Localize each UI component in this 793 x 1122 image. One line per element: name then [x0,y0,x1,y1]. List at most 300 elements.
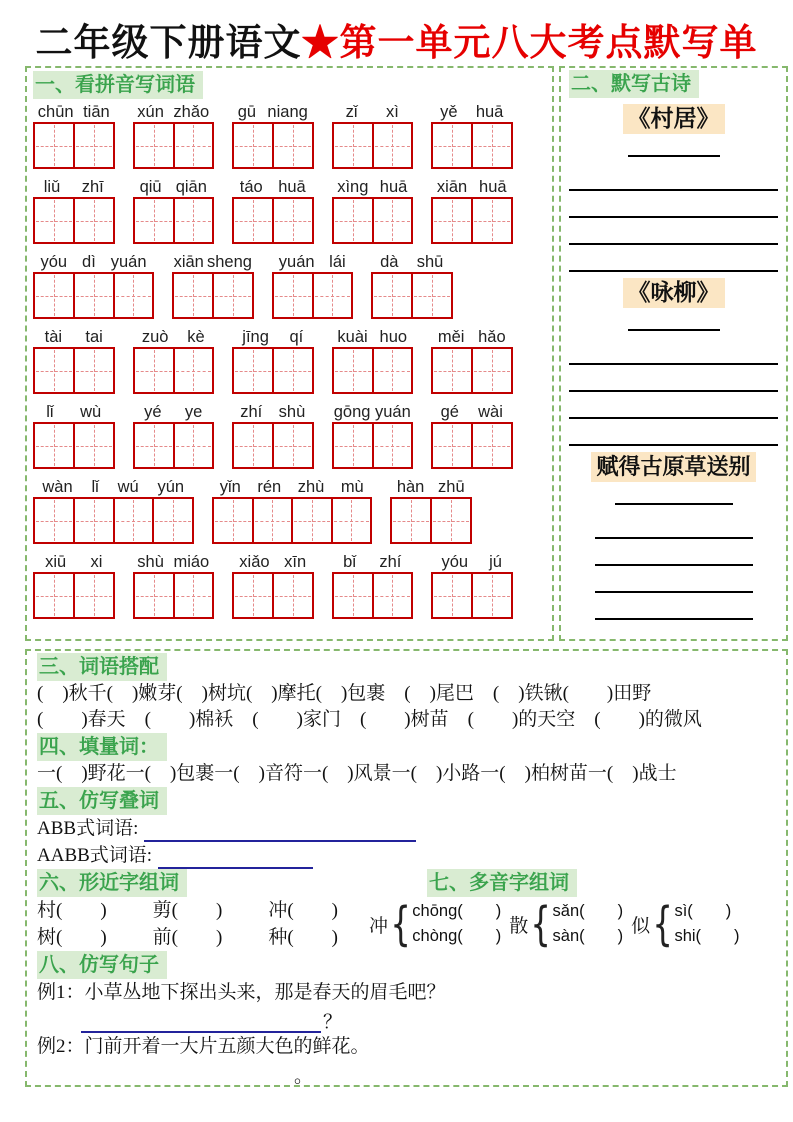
reading-bottom: chòng( ) [412,927,502,945]
cell-strip [33,122,115,169]
cell-strip [133,197,215,244]
pinyin-syllable: zhū [438,478,465,496]
pinyin-syllable: zhī [81,178,104,196]
cell-strip [332,422,414,469]
writing-cell[interactable] [272,272,314,319]
pinyin-syllable: zhù [297,478,325,496]
pinyin-group [332,174,414,244]
writing-cell[interactable] [75,272,115,319]
polyphonic-readings [553,899,624,949]
answer-end-punct: ？ [323,1012,343,1033]
poem-answer-line[interactable] [569,164,778,191]
s5-items [37,815,776,869]
brace-icon: { [652,897,674,951]
pinyin-syllable: huā [278,178,306,196]
pinyin-syllable: miáo [173,553,210,571]
writing-cell[interactable] [75,197,115,244]
similar-char-row [37,897,369,924]
s4-lines [37,761,776,787]
writing-cell[interactable] [254,497,294,544]
pinyin-syllable: gū [237,103,257,121]
poem-answer-line[interactable] [569,191,778,218]
cell-strip [371,272,453,319]
s6-rows [37,897,369,951]
pinyin-syllable: wú [117,478,139,496]
pinyin-syllable: bǐ [343,553,356,571]
pinyin-syllable: dì [82,253,96,271]
answer-underline[interactable] [81,1065,292,1087]
writing-cell[interactable] [390,497,432,544]
poems-panel [559,66,788,641]
author-answer-line[interactable] [628,143,720,157]
writing-cell[interactable] [115,272,155,319]
writing-cell[interactable] [33,272,75,319]
pinyin-group [33,99,115,169]
pinyin-syllable: yóu [441,553,469,571]
poem-title: 《村居》 [623,104,725,134]
s3-lines [37,681,776,733]
writing-cell[interactable] [33,497,75,544]
pinyin-syllable: shū [416,253,444,271]
pinyin-syllable: shù [137,553,164,571]
pinyin-label [232,399,314,422]
poem-answer-line[interactable] [569,218,778,245]
pinyin-label [33,324,115,347]
poem-answer-line[interactable] [569,338,778,365]
pinyin-label [431,174,513,197]
pinyin-label [431,324,513,347]
cell-strip [431,422,513,469]
section-7-heading: 七、多音字组词 [427,869,577,897]
pinyin-label [33,99,115,122]
similar-char-item: 树( ) [37,927,107,948]
pinyin-group [371,249,453,319]
writing-cell[interactable] [75,347,115,394]
pinyin-group [133,549,215,619]
writing-cell[interactable] [332,572,374,619]
page-title [0,12,793,66]
pinyin-group [232,324,314,394]
cell-strip [272,272,354,319]
pinyin-syllable: wài [478,403,503,421]
pinyin-syllable: zuò [141,328,169,346]
writing-cell[interactable] [133,572,175,619]
answer-underline[interactable] [158,847,313,869]
poem [569,452,778,620]
writing-cell[interactable] [274,347,314,394]
cell-strip [133,572,215,619]
writing-cell[interactable] [431,422,473,469]
section-5-heading: 五、仿写叠词 [37,787,167,815]
pinyin-group [133,99,215,169]
similar-char-item: 前( ) [152,927,223,948]
cell-strip [212,497,373,544]
poem-list [569,104,778,620]
pinyin-syllable: jú [489,553,502,571]
pinyin-syllable: huā [479,178,507,196]
pinyin-syllable: tài [44,328,63,346]
writing-cell[interactable] [133,122,175,169]
pinyin-syllable: gōng [333,403,371,421]
answer-end-punct: 。 [294,1066,314,1087]
pinyin-group [332,99,414,169]
polyphonic-group [631,899,739,949]
pinyin-group [332,324,414,394]
pinyin-group [232,99,314,169]
pinyin-group [431,99,513,169]
pinyin-syllable: qiū [139,178,162,196]
brace-icon: { [530,897,552,951]
writing-cell[interactable] [293,497,333,544]
reduplication-label: ABB式词语: [37,818,139,839]
polyphonic-group [509,899,623,949]
pinyin-syllable: xiū [45,553,67,571]
writing-cell[interactable] [431,122,473,169]
reduplication-label: AABB式词语: [37,845,153,866]
pinyin-label [371,249,453,272]
cell-strip [133,122,215,169]
writing-cell[interactable] [33,572,75,619]
pinyin-row [33,249,546,319]
pinyin-syllable: mù [340,478,364,496]
pinyin-row [33,399,546,469]
pinyin-group [133,399,215,469]
writing-cell[interactable] [332,197,374,244]
polyphonic-readings [412,899,501,949]
similar-char-item: 村( ) [37,900,107,921]
pinyin-syllable: gé [440,403,459,421]
pinyin-syllable: lǐ [46,403,54,421]
pinyin-label [212,474,373,497]
writing-cell[interactable] [175,572,215,619]
writing-cell[interactable] [473,347,513,394]
pinyin-syllable: yóu [40,253,68,271]
pinyin-group [232,549,314,619]
similar-char-item: 种( ) [268,927,338,948]
sections-6-7 [37,869,776,951]
pinyin-syllable: huā [475,103,504,121]
pinyin-syllable: hàn [396,478,425,496]
word-match-line: ( )秋千( )嫩芽( )树坑( )摩托( )包裹 ( )尾巴 ( )铁锹( )田野 [37,683,652,704]
reading-top: chōng( ) [412,902,502,920]
pinyin-group [332,399,414,469]
pinyin-label [431,99,513,122]
word-match-line: ( )春天 ( )棉袄 ( )家门 ( )树苗 ( )的天空 ( )的微风 [37,709,702,730]
writing-cell[interactable] [175,347,215,394]
answer-underline[interactable] [81,1011,321,1033]
pinyin-syllable: yǐn [219,478,241,496]
poem-title: 《咏柳》 [623,278,725,308]
pinyin-group [272,249,354,319]
similar-char-item: 冲( ) [268,900,338,921]
pinyin-row [33,549,546,619]
pinyin-syllable: xīn [284,553,307,571]
example-sentence [37,979,776,1006]
answer-underline[interactable] [144,820,416,842]
writing-cell[interactable] [115,497,155,544]
pinyin-syllable: huo [379,328,408,346]
writing-cell[interactable] [232,347,274,394]
pinyin-group [431,174,513,244]
measure-word-line: 一( )野花一( )包裹一( )音符一( )风景一( )小路一( )柏树苗一( )战士 [37,763,677,784]
pinyin-group [33,474,194,544]
writing-cell[interactable] [232,422,274,469]
writing-cell[interactable] [473,197,513,244]
writing-cell[interactable] [371,272,413,319]
pinyin-label [332,99,414,122]
writing-cell[interactable] [175,197,215,244]
poem-answer-line[interactable] [595,566,753,593]
reading-top: sì( ) [674,902,732,920]
reduplication-row [37,815,776,842]
polyphonic-readings [674,899,739,949]
pinyin-syllable: lǐ [91,478,99,496]
poem-answer-line[interactable] [569,419,778,446]
pinyin-label [33,249,154,272]
writing-cell[interactable] [431,197,473,244]
poem [569,104,778,272]
section-6-heading: 六、形近字组词 [37,869,187,897]
pinyin-syllable: yuán [110,253,147,271]
pinyin-syllable: yé [144,403,162,421]
pinyin-syllable: xiǎo [239,553,270,571]
cell-strip [33,272,154,319]
writing-cell[interactable] [175,122,215,169]
writing-cell[interactable] [473,122,513,169]
pinyin-group [33,399,115,469]
pinyin-syllable: sheng [206,253,252,271]
page-title-black: 二年级下册语文 [35,23,302,64]
writing-cell[interactable] [274,122,314,169]
poem-answer-line[interactable] [595,593,753,620]
cell-strip [33,422,115,469]
writing-cell[interactable] [333,497,373,544]
cell-strip [33,347,115,394]
pinyin-syllable: yuán [278,253,315,271]
writing-cell[interactable] [473,572,513,619]
cell-strip [390,497,472,544]
pinyin-syllable: tai [85,328,103,346]
writing-cell[interactable] [172,272,214,319]
writing-cell[interactable] [33,422,75,469]
writing-cell[interactable] [274,572,314,619]
similar-char-item: 剪( ) [152,900,223,921]
pinyin-syllable: xi [90,553,103,571]
writing-cell[interactable] [232,197,274,244]
pinyin-syllable: jīng [242,328,269,346]
pinyin-syllable: yuán [374,403,411,421]
pinyin-syllable: dà [380,253,399,271]
pinyin-label [332,549,414,572]
pinyin-syllable: ye [184,403,203,421]
writing-cell[interactable] [374,422,414,469]
pinyin-syllable: xì [385,103,399,121]
writing-cell[interactable] [374,122,414,169]
poem-answer-line[interactable] [569,245,778,272]
pinyin-label [431,549,513,572]
writing-cell[interactable] [332,347,374,394]
writing-cell[interactable] [374,347,414,394]
pinyin-label [232,99,314,122]
writing-cell[interactable] [33,122,75,169]
pinyin-label [33,399,115,422]
pinyin-label [332,324,414,347]
writing-cell[interactable] [154,497,194,544]
writing-cell[interactable] [33,197,75,244]
writing-cell[interactable] [374,572,414,619]
writing-cell[interactable] [473,422,513,469]
pinyin-group [332,549,414,619]
cell-strip [33,572,115,619]
section-1-heading: 一、看拼音写词语 [33,71,203,99]
pinyin-syllable: shù [278,403,306,421]
poem-answer-line[interactable] [569,365,778,392]
author-answer-line[interactable] [615,491,733,505]
writing-cell[interactable] [212,497,254,544]
cell-strip [172,272,254,319]
polyphonic-char: 似 [631,915,651,937]
example-text: 小草丛地下探出头来，那是春天的眉毛吧？ [84,982,446,1003]
pinyin-group [33,324,115,394]
pinyin-syllable: zhí [379,553,402,571]
writing-cell[interactable] [133,422,175,469]
cell-strip [332,197,414,244]
pinyin-syllable: kè [187,328,205,346]
pinyin-syllable: qiān [175,178,207,196]
example-sentence [37,1033,776,1060]
cell-strip [33,197,115,244]
poem-answer-line[interactable] [595,539,753,566]
writing-cell[interactable] [431,347,473,394]
pinyin-label [332,174,414,197]
writing-cell[interactable] [133,347,175,394]
pinyin-row [33,474,546,544]
pinyin-label [133,324,215,347]
pinyin-label [232,174,314,197]
s7-groups [369,897,776,951]
pinyin-syllable: wàn [42,478,73,496]
exercises-panel [25,649,788,1087]
pinyin-label [172,249,254,272]
poem-answer-line[interactable] [569,392,778,419]
writing-cell[interactable] [75,122,115,169]
pinyin-label [133,174,215,197]
pinyin-group [33,549,115,619]
cell-strip [232,122,314,169]
pinyin-label [390,474,472,497]
pinyin-syllable: xiān [173,253,204,271]
writing-cell[interactable] [274,422,314,469]
pinyin-group [431,399,513,469]
cell-strip [133,347,215,394]
pinyin-syllable: xiān [436,178,468,196]
cell-strip [232,197,314,244]
pinyin-group [133,174,215,244]
pinyin-label [133,549,215,572]
pinyin-syllable: zhǎo [173,103,210,121]
cell-strip [133,422,215,469]
writing-cell[interactable] [33,347,75,394]
writing-cell[interactable] [214,272,254,319]
pinyin-syllable: lái [329,253,346,271]
cell-strip [431,347,513,394]
section-3-heading: 三、词语搭配 [37,653,167,681]
pinyin-group [232,174,314,244]
cell-strip [431,572,513,619]
writing-cell[interactable] [274,197,314,244]
reading-bottom: sàn( ) [552,927,624,945]
author-answer-line[interactable] [628,317,720,331]
pinyin-syllable: yún [157,478,185,496]
writing-cell[interactable] [314,272,354,319]
pinyin-syllable: táo [239,178,263,196]
example-label: 例2： [37,1036,85,1057]
pinyin-syllable: rén [257,478,282,496]
pinyin-syllable: měi [437,328,465,346]
pinyin-group [212,474,373,544]
pinyin-label [272,249,354,272]
writing-cell[interactable] [332,122,374,169]
pinyin-syllable: zhí [240,403,263,421]
pinyin-label [33,549,115,572]
pinyin-label [232,324,314,347]
cell-strip [431,197,513,244]
writing-cell[interactable] [332,422,374,469]
writing-cell[interactable] [133,197,175,244]
pinyin-label [332,399,414,422]
writing-cell[interactable] [374,197,414,244]
pinyin-row [33,174,546,244]
pinyin-label [133,99,215,122]
writing-cell[interactable] [175,422,215,469]
cell-strip [232,422,314,469]
similar-char-row [37,924,369,951]
pinyin-group [232,399,314,469]
writing-cell[interactable] [432,497,472,544]
pinyin-syllable: yě [440,103,458,121]
section-2-heading: 二、默写古诗 [569,70,699,98]
poem [569,278,778,446]
writing-cell[interactable] [75,422,115,469]
pinyin-syllable: xìng [337,178,369,196]
cell-strip [431,122,513,169]
pinyin-syllable: huā [379,178,408,196]
writing-cell[interactable] [75,497,115,544]
example-answer-row [81,1060,776,1087]
pinyin-row [33,99,546,169]
writing-cell[interactable] [431,572,473,619]
reading-bottom: shi( ) [674,927,740,945]
pinyin-group [431,549,513,619]
pinyin-syllable: chūn [37,103,74,121]
cell-strip [232,572,314,619]
poem-answer-line[interactable] [595,512,753,539]
writing-cell[interactable] [232,122,274,169]
pinyin-syllable: wù [80,403,102,421]
writing-cell[interactable] [413,272,453,319]
reading-top: sǎn( ) [552,902,624,920]
pinyin-syllable: niang [267,103,308,121]
pinyin-panel [25,66,554,641]
writing-cell[interactable] [75,572,115,619]
pinyin-syllable: zǐ [345,103,358,121]
polyphonic-char: 散 [509,915,529,937]
cell-strip [232,347,314,394]
pinyin-row [33,324,546,394]
writing-cell[interactable] [232,572,274,619]
pinyin-label [133,399,215,422]
polyphonic-group [369,899,501,949]
